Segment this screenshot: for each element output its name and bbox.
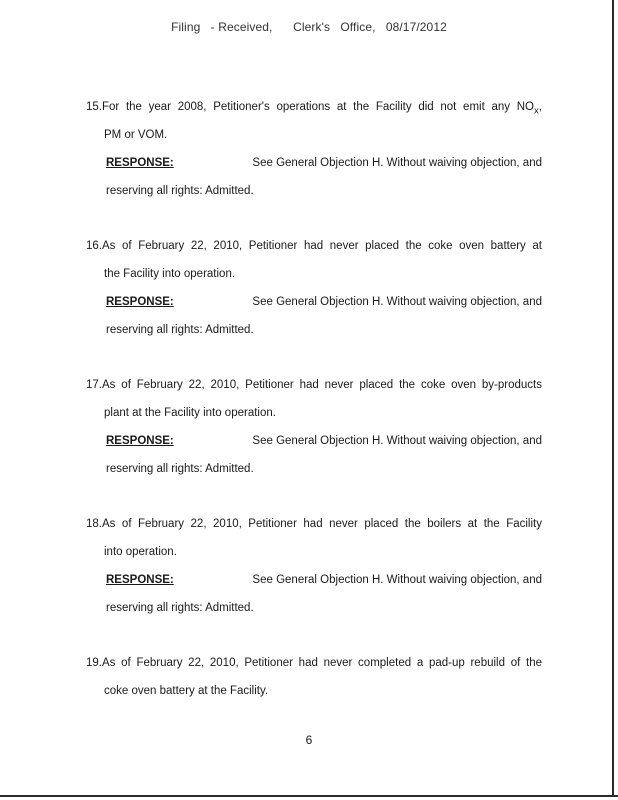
item-16-number: 16.	[86, 240, 102, 252]
item-16-text-line-1: As of February 22, 2010, Petitioner had never placed the coke oven battery at	[102, 240, 542, 252]
item-18-response	[86, 573, 542, 601]
scan-edge-bottom	[0, 795, 618, 797]
item-15-line-1	[86, 100, 542, 128]
item-17-text-line-2: plant at the Facility into operation.	[104, 407, 276, 419]
item-16-response-label: RESPONSE:	[106, 296, 174, 308]
item-18-response-text: See General Objection H. Without waiving objection, and	[252, 574, 542, 586]
item-15-line-1-end: ,	[538, 101, 542, 113]
numbered-item-16	[86, 239, 542, 351]
item-16-response-line-2: reserving all rights: Admitted.	[106, 324, 254, 336]
item-19-text-line-1: As of February 22, 2010, Petitioner had never completed a pad-up rebuild of the	[102, 657, 542, 669]
item-15-text-line-1: For the year 2008, Petitioner's operations at the Facility did not emit any NO	[102, 101, 534, 113]
item-18-line-1	[86, 517, 542, 545]
item-15-number: 15.	[86, 101, 102, 113]
item-16-response	[86, 295, 542, 323]
item-18-response-line-2: reserving all rights: Admitted.	[106, 602, 254, 614]
item-17-line-1	[86, 378, 542, 406]
item-18-text-line-2: into operation.	[104, 546, 177, 558]
item-17-text-line-1: As of February 22, 2010, Petitioner had never placed the coke oven by-products	[102, 379, 542, 391]
numbered-item-15	[86, 100, 542, 212]
item-19-text-line-2: coke oven battery at the Facility.	[104, 685, 269, 697]
item-15-response-label: RESPONSE:	[106, 157, 174, 169]
item-17-response-text: See General Objection H. Without waiving objection, and	[252, 435, 542, 447]
item-15-subscript: x	[534, 105, 539, 117]
item-17-response	[86, 434, 542, 462]
item-17-response-label: RESPONSE:	[106, 435, 174, 447]
item-15-response	[86, 156, 542, 184]
numbered-item-17	[86, 378, 542, 490]
item-16-response-text: See General Objection H. Without waiving objection, and	[252, 296, 542, 308]
item-15-response-line-2: reserving all rights: Admitted.	[106, 185, 254, 197]
item-19-number: 19.	[86, 657, 102, 669]
page-number: 6	[305, 733, 313, 747]
item-16-text-line-2: the Facility into operation.	[104, 268, 236, 280]
filing-header: Filing - Received, Clerk's Office, 08/17/2012	[171, 20, 447, 34]
item-18-number: 18.	[86, 518, 102, 530]
item-19-line-1	[86, 656, 542, 684]
item-17-response-line-2: reserving all rights: Admitted.	[106, 463, 254, 475]
scan-edge-right	[612, 0, 614, 796]
item-18-text-line-1: As of February 22, 2010, Petitioner had never placed the boilers at the Facility	[102, 518, 542, 530]
numbered-item-19	[86, 656, 542, 712]
numbered-item-18	[86, 517, 542, 629]
item-16-line-1	[86, 239, 542, 267]
item-15-text-line-2: PM or VOM.	[104, 129, 168, 141]
item-18-response-label: RESPONSE:	[106, 574, 174, 586]
item-15-response-text: See General Objection H. Without waiving objection, and	[252, 157, 542, 169]
item-17-number: 17.	[86, 379, 102, 391]
